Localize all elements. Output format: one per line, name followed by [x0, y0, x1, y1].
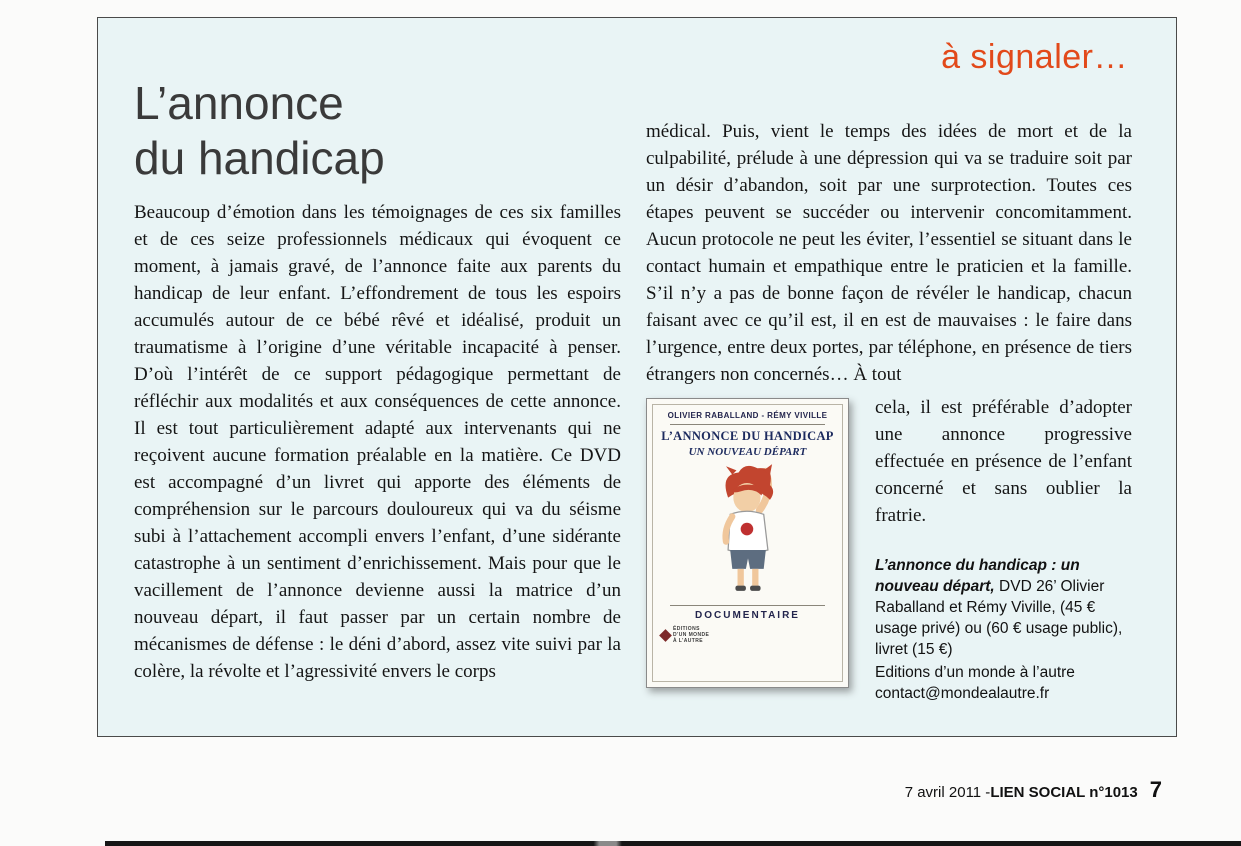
article-paragraph-right-wrap: cela, il est préférable d’adopter une annonce progressive effectuée en présence de l’enfant concerné et sans oublier la fratrie.	[875, 397, 1132, 526]
article-title	[134, 76, 385, 186]
footer-date: 7 avril 2011 -	[904, 784, 991, 801]
publisher-line1: ÉDITIONS	[673, 626, 700, 632]
publisher-name	[673, 626, 709, 644]
footer-issue: LIEN SOCIAL n°1013	[990, 784, 1138, 801]
caption-details: DVD 26’ Olivier Raballand et Rémy Viville, (45 € usage privé) ou (60 € usage public), livret (15 €)	[875, 578, 1123, 658]
dvd-cover	[646, 398, 849, 688]
dvd-subtitle: UN NOUVEAU DÉPART	[688, 446, 807, 458]
page-number: 7	[1149, 777, 1162, 802]
contact-email: contact@mondealautre.fr	[875, 685, 1050, 702]
caption-publisher: Editions d’un monde à l’autre	[875, 664, 1075, 681]
article-column-left	[134, 199, 621, 685]
divider	[670, 605, 826, 606]
dvd-illustration	[689, 462, 807, 599]
divider	[670, 424, 826, 425]
dvd-genre: DOCUMENTAIRE	[695, 610, 800, 621]
section-label: à signaler…	[941, 38, 1128, 76]
article-frame	[97, 17, 1177, 737]
article-paragraph-right-top: médical. Puis, vient le temps des idées de mort et de la culpabilité, prélude à une dépression qui va se traduire soit par un désir d’abandon, soit par une surprotection. Toutes ces étapes peuvent se succéder ou intervenir concomitamment. Aucun protocole ne peut les éviter, l’essentiel se situant dans le contact humain et empathique entre le praticien et la famille. S’il n’y a pas de bonne façon de révéler le handicap, chacun faisant avec ce qu’il est, il en est de mauvaises : le faire dans l’urgence, entre deux portes, par téléphone, en présence de tiers étrangers non concernés… À tout	[646, 121, 1132, 385]
dvd-publisher-block	[661, 626, 709, 644]
dvd-authors: OLIVIER RABALLAND - RÉMY VIVILLE	[667, 411, 828, 420]
article-title-line1: L’annonce	[134, 77, 344, 129]
publisher-line3: À L’AUTRE	[673, 638, 703, 644]
image-text-wrap	[646, 394, 1132, 704]
publisher-logo-icon	[659, 629, 672, 642]
article-paragraph-left: Beaucoup d’émotion dans les témoignages de ces six familles et de ces seize professionnels médicaux qui évoquent ce moment, à jamais gravé, de l’annonce faite aux parents du handicap de leur enfant. L’effondrement de tous les espoirs accumulés autour de ce bébé rêvé et idéalisé, produit un traumatisme à l’origine d’une véritable incapacité à penser. D’où l’intérêt de ce support pédagogique permettant de réfléchir aux modalités et aux conséquences de cette annonce. Il est tout particulièrement adapté aux intervenants qui ne reçoivent aucune formation préalable en la matière. Ce DVD est accompagné d’un livret qui apporte des éléments de compréhension sur le parcours douloureux qui va du séisme subi à l’attachement accompli envers l’enfant, d’une sidérante catastrophe à un sentiment d’enrichissement. Mais pour que le vacillement de l’annonce devienne aussi la matrice d’un nouveau départ, il faut passer par un certain nombre de mécanismes de défense : le déni d’abord, assez vite suivi par la colère, la révolte et l’agressivité envers le corps	[134, 202, 621, 682]
publisher-line2: D’UN MONDE	[673, 632, 710, 638]
article-column-right	[646, 118, 1132, 704]
caption-title: L’annonce du handicap : un nouveau départ,	[875, 557, 1080, 595]
dvd-title: L’ANNONCE DU HANDICAP	[661, 429, 834, 443]
scan-artifact	[105, 841, 1241, 846]
article-title-line2: du handicap	[134, 132, 385, 184]
dvd-cover-inner-frame	[652, 404, 843, 682]
page-footer	[905, 777, 1162, 803]
